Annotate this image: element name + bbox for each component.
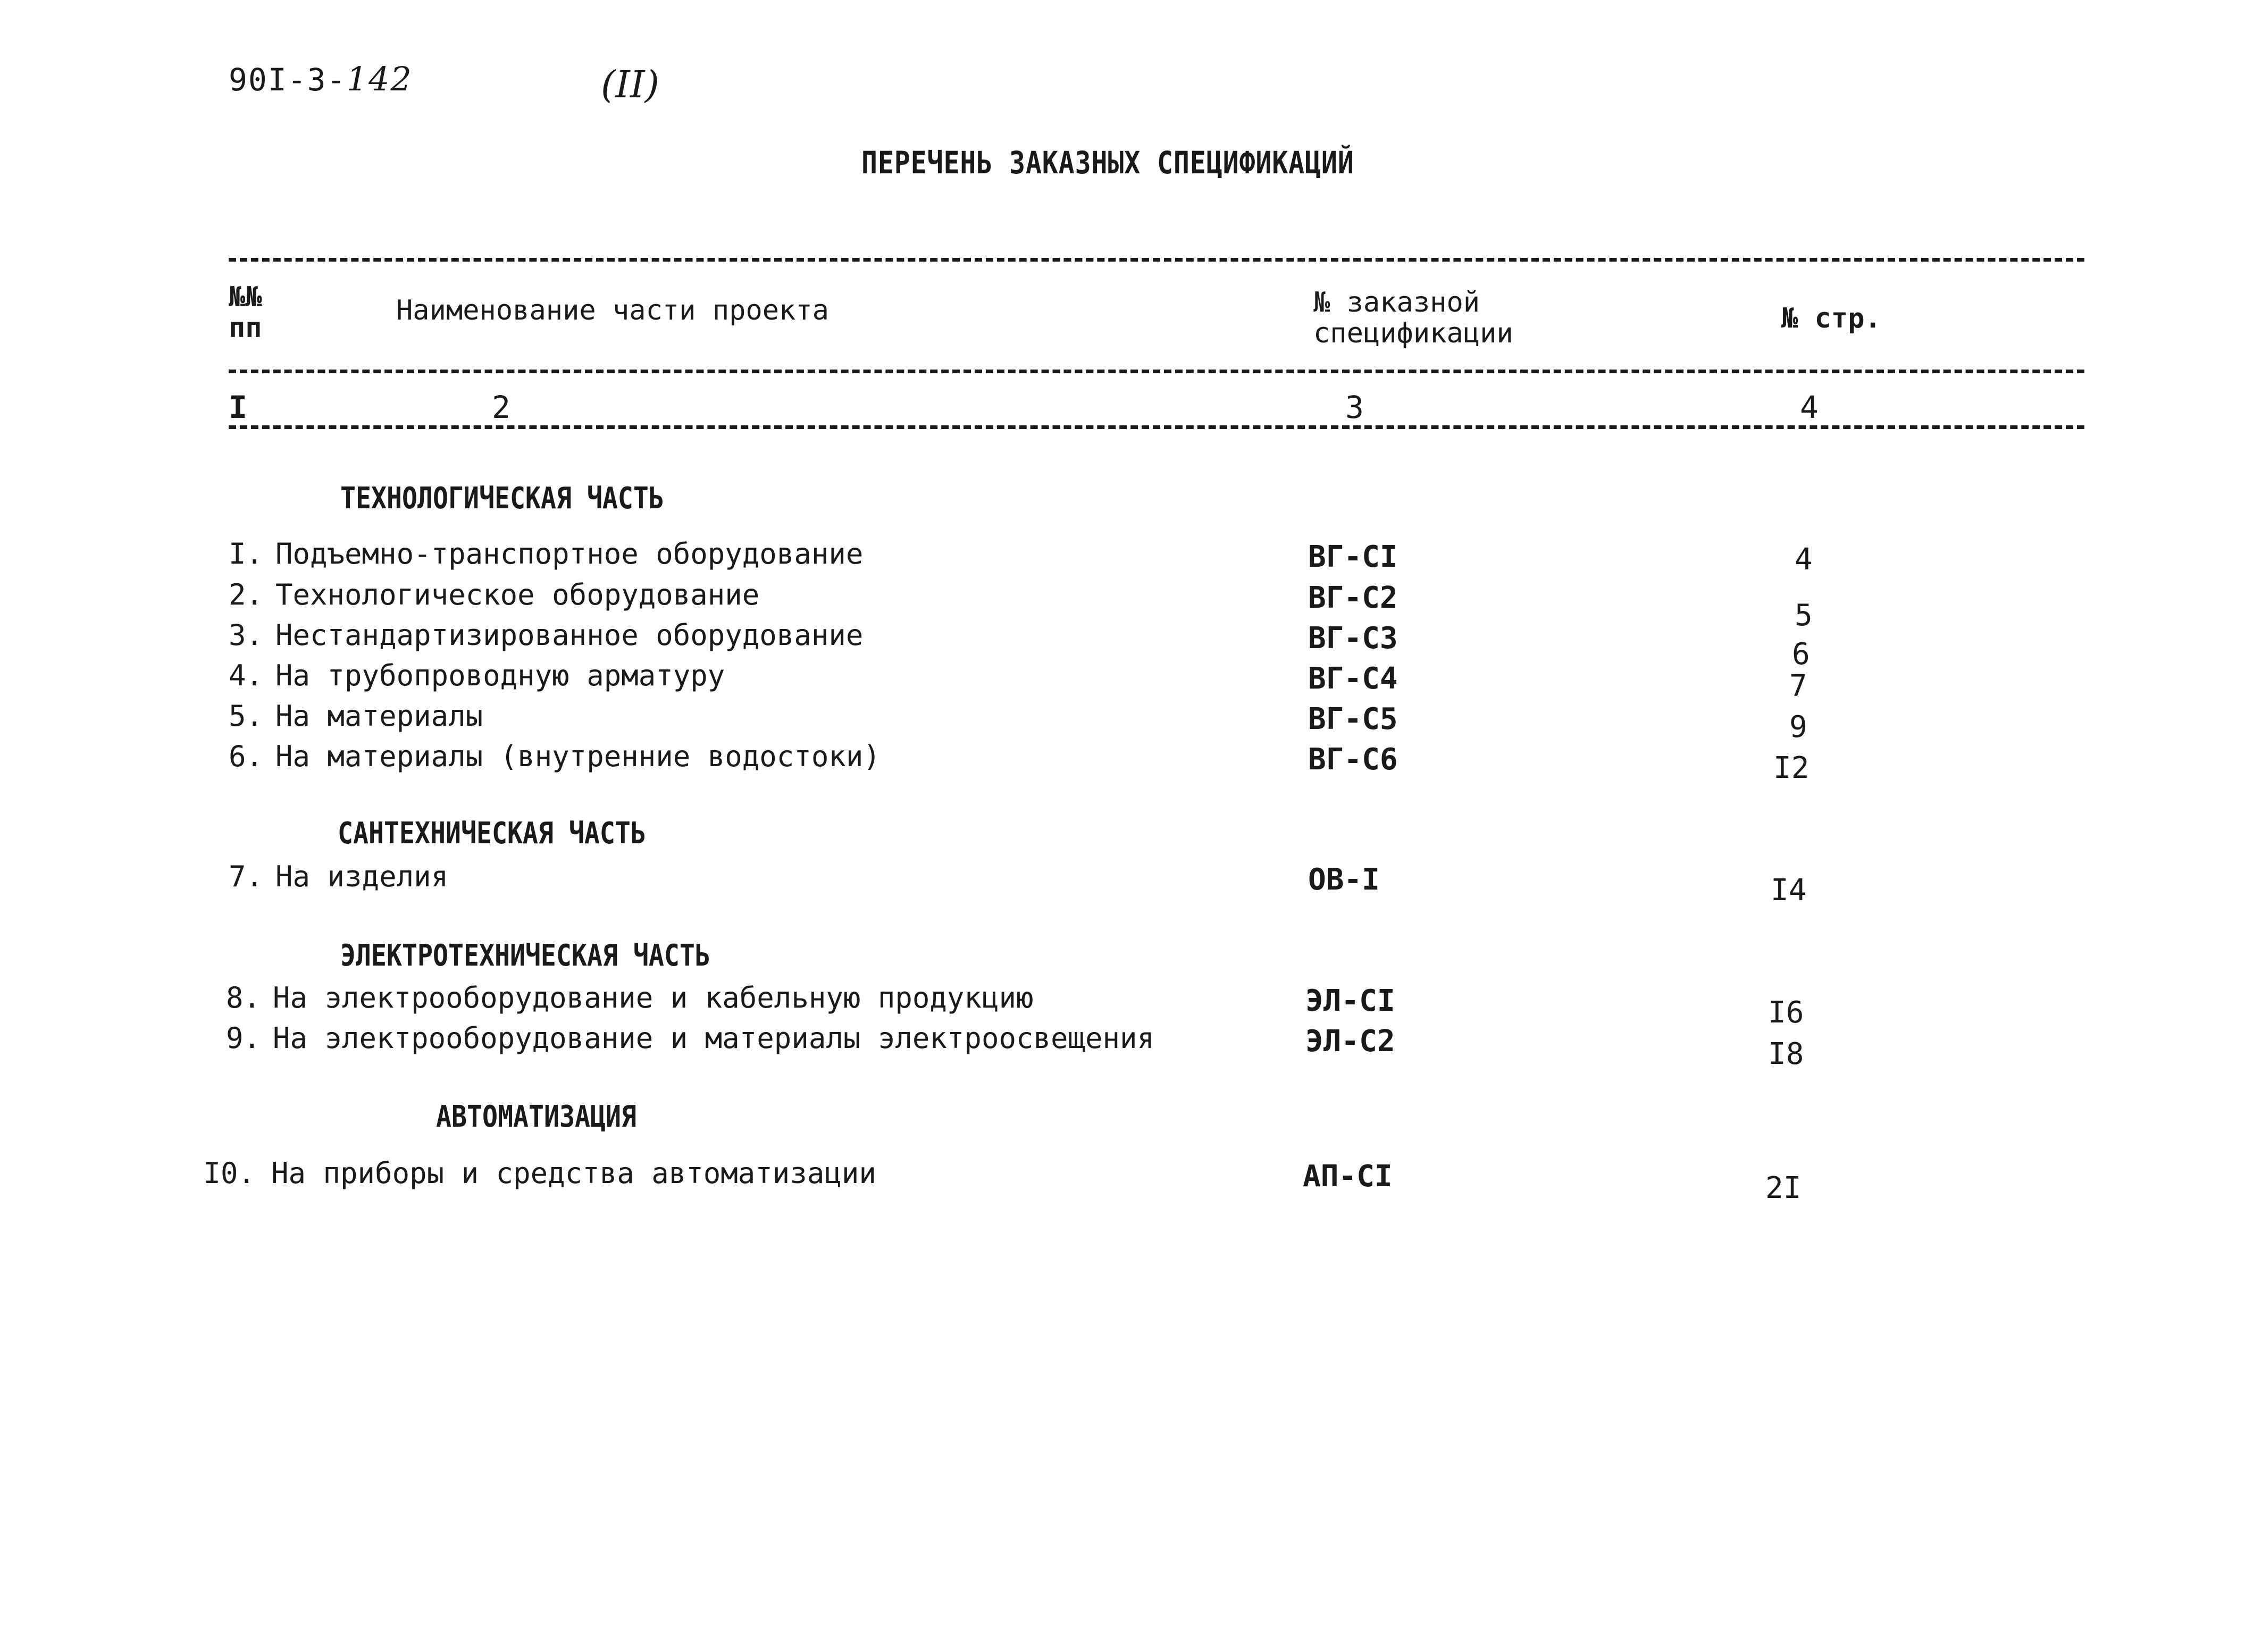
row-number: 3. (228, 618, 263, 652)
page-title: ПЕРЕЧЕНЬ ЗАКАЗНЫХ СПЕЦИФИКАЦИЙ (861, 145, 1354, 181)
row-name: Технологическое оборудование (275, 578, 760, 611)
row-page: I4 (1771, 873, 1807, 908)
document-code-handwritten: 142 (346, 60, 413, 98)
header-bottom-rule (229, 370, 2084, 373)
row-name: На электрооборудование и кабельную продукцию (273, 981, 1034, 1014)
row-name: На электрооборудование и материалы электроосвещения (273, 1021, 1155, 1055)
row-number: 2. (228, 578, 263, 611)
row-name: Нестандартизированное оборудование (275, 618, 864, 652)
header-spec-column (1313, 287, 1513, 349)
row-page: I6 (1768, 995, 1804, 1030)
table-top-rule (229, 258, 2084, 262)
row-spec: ВГ-С4 (1308, 661, 1398, 696)
row-name: На трубопроводную арматуру (275, 659, 725, 692)
header-spec-line1: № заказной (1313, 287, 1480, 318)
sheet-mark: (II) (601, 63, 659, 106)
section-title-technological: ТЕХНОЛОГИЧЕСКАЯ ЧАСТЬ (340, 481, 664, 516)
row-page: 5 (1795, 598, 1813, 633)
row-name: На изделия (275, 860, 449, 893)
row-spec: ВГ-СI (1308, 540, 1398, 574)
row-page: 9 (1789, 710, 1807, 744)
row-page: I2 (1773, 751, 1809, 785)
row-spec: ЭЛ-С2 (1305, 1024, 1395, 1059)
row-name: Подъемно-транспортное оборудование (275, 537, 864, 571)
row-spec: ВГ-С2 (1308, 581, 1398, 615)
row-number: 9. (225, 1021, 261, 1055)
row-number: 6. (228, 740, 263, 773)
column-number-2: 2 (492, 389, 510, 425)
row-page: 7 (1789, 669, 1807, 703)
row-number: 7. (228, 860, 263, 893)
row-spec: АП-СI (1303, 1159, 1393, 1194)
row-name: На материалы (275, 699, 483, 733)
column-number-3: 3 (1345, 389, 1364, 425)
header-number-column (229, 282, 262, 343)
row-name: На материалы (внутренние водостоки) (275, 740, 881, 773)
row-number: I0. (203, 1156, 255, 1190)
header-number-line1: №№ (229, 281, 262, 313)
row-number: 4. (228, 659, 263, 692)
header-page-column: № стр. (1781, 303, 1881, 334)
section-title-electrical: ЭЛЕКТРОТЕХНИЧЕСКАЯ ЧАСТЬ (340, 938, 710, 973)
row-spec: ЭЛ-СI (1305, 984, 1395, 1018)
column-number-1: I (229, 389, 247, 425)
column-number-4: 4 (1800, 389, 1819, 425)
row-spec: ВГ-С5 (1308, 702, 1398, 736)
row-spec: ВГ-С6 (1308, 742, 1398, 777)
row-number: I. (228, 537, 263, 571)
document-code-prefix: 90I-3- (229, 62, 347, 98)
header-spec-line2: спецификации (1313, 317, 1513, 349)
row-spec: ВГ-С3 (1308, 621, 1398, 656)
row-page: 2I (1765, 1171, 1802, 1205)
row-spec: ОВ-I (1308, 862, 1380, 897)
row-page: 6 (1792, 637, 1810, 672)
row-page: I8 (1768, 1037, 1804, 1071)
section-title-automation: АВТОМАТИЗАЦИЯ (436, 1100, 636, 1134)
row-number: 8. (225, 981, 261, 1014)
row-name: На приборы и средства автоматизации (271, 1156, 876, 1190)
header-name-column: Наименование части проекта (396, 295, 829, 326)
row-page: 4 (1795, 542, 1813, 577)
document-code (229, 60, 413, 98)
column-numbers-rule (229, 425, 2084, 429)
row-number: 5. (228, 699, 263, 733)
section-title-sanitary: САНТЕХНИЧЕСКАЯ ЧАСТЬ (338, 816, 646, 851)
header-number-line2: пп (229, 312, 262, 344)
